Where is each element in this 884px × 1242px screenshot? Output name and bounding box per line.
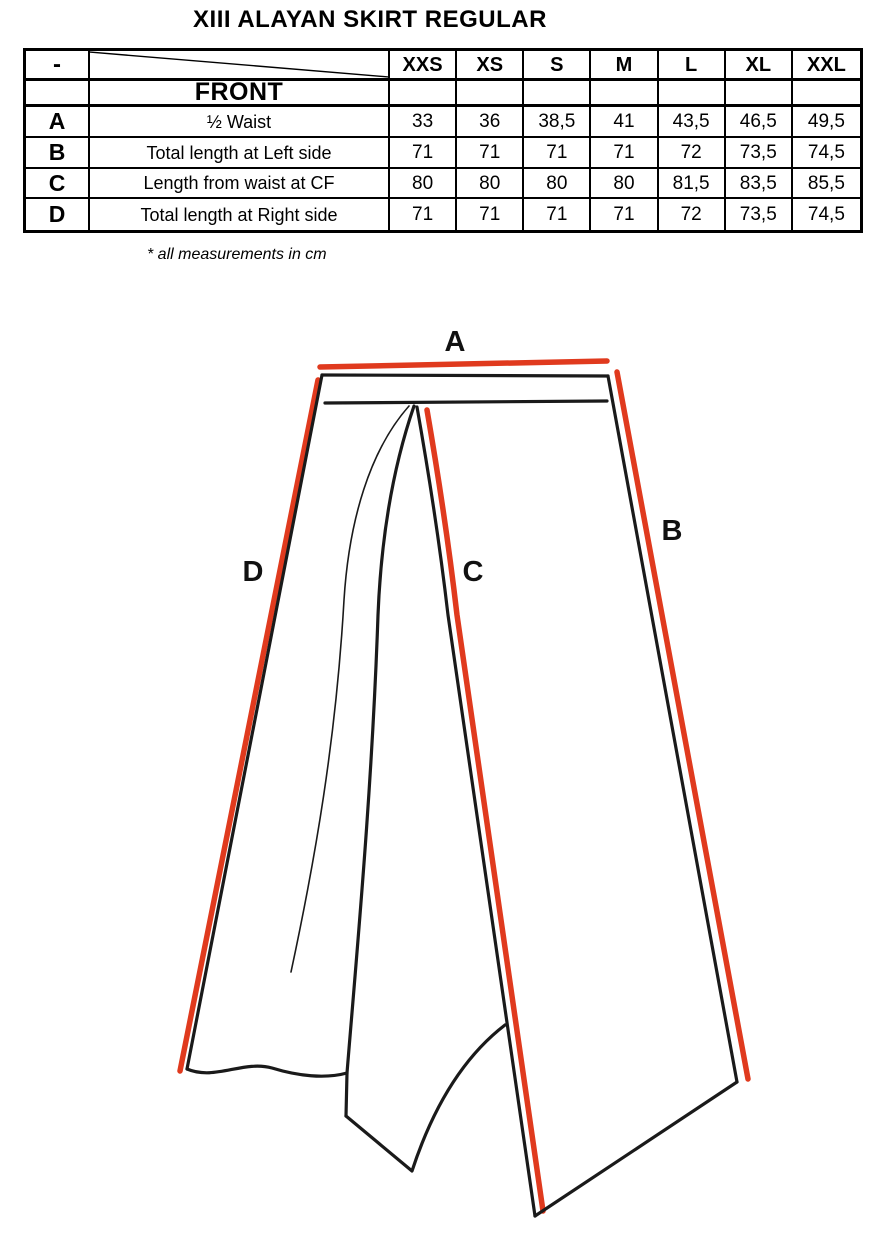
section-label-front: FRONT xyxy=(90,81,390,107)
waistband xyxy=(322,375,608,403)
value-cell: 80 xyxy=(524,169,591,199)
size-header: S xyxy=(524,51,591,81)
row-key: D xyxy=(26,199,90,230)
measurement-name: Length from waist at CF xyxy=(90,169,390,199)
value-cell: 80 xyxy=(390,169,457,199)
measurements-footnote: * all measurements in cm xyxy=(147,246,327,263)
row-key: B xyxy=(26,138,90,169)
label-d: D xyxy=(242,556,264,588)
under-panel-left-edge xyxy=(346,406,414,1116)
value-cell: 71 xyxy=(390,199,457,230)
skirt-right-edge xyxy=(608,376,737,1082)
size-header: XS xyxy=(457,51,524,81)
page-title: XIII ALAYAN SKIRT REGULAR xyxy=(193,6,547,33)
label-b: B xyxy=(661,515,683,547)
value-cell: 73,5 xyxy=(726,199,793,230)
measurement-name: Total length at Right side xyxy=(90,199,390,230)
value-cell: 46,5 xyxy=(726,107,793,138)
row-key: A xyxy=(26,107,90,138)
value-cell: 71 xyxy=(390,138,457,169)
corner-cell: - xyxy=(26,51,90,81)
measurement-name: Total length at Left side xyxy=(90,138,390,169)
measurement-name: ½ Waist xyxy=(90,107,390,138)
value-cell: 43,5 xyxy=(659,107,726,138)
value-cell: 38,5 xyxy=(524,107,591,138)
value-cell: 36 xyxy=(457,107,524,138)
under-panel-hem xyxy=(346,1025,505,1171)
value-cell: 73,5 xyxy=(726,138,793,169)
value-cell: 74,5 xyxy=(793,138,860,169)
value-cell: 71 xyxy=(457,138,524,169)
row-key: C xyxy=(26,169,90,199)
value-cell: 71 xyxy=(591,138,658,169)
value-cell: 85,5 xyxy=(793,169,860,199)
measure-line-a xyxy=(320,361,607,367)
size-header: XL xyxy=(726,51,793,81)
size-header: XXL xyxy=(793,51,860,81)
value-cell: 33 xyxy=(390,107,457,138)
value-cell: 41 xyxy=(591,107,658,138)
value-cell: 49,5 xyxy=(793,107,860,138)
value-cell: 71 xyxy=(591,199,658,230)
value-cell: 72 xyxy=(659,199,726,230)
measure-line-b xyxy=(617,372,748,1079)
wrap-front-edge xyxy=(417,407,535,1216)
skirt-left-edge xyxy=(187,375,322,1069)
value-cell: 80 xyxy=(457,169,524,199)
size-header: XXS xyxy=(390,51,457,81)
right-panel-hem xyxy=(535,1082,737,1216)
value-cell: 71 xyxy=(457,199,524,230)
value-cell: 74,5 xyxy=(807,204,845,225)
label-a: A xyxy=(444,326,466,358)
size-header: M xyxy=(591,51,658,81)
value-cell: 81,5 xyxy=(659,169,726,199)
left-panel-hem xyxy=(187,1066,347,1076)
size-header: L xyxy=(659,51,726,81)
measure-line-c xyxy=(427,410,543,1211)
value-cell: 83,5 xyxy=(726,169,793,199)
value-cell: 71 xyxy=(524,199,591,230)
value-cell: 72 xyxy=(659,138,726,169)
value-cell: 80 xyxy=(591,169,658,199)
label-c: C xyxy=(462,556,484,588)
measure-line-d xyxy=(180,380,318,1071)
value-cell: 71 xyxy=(524,138,591,169)
